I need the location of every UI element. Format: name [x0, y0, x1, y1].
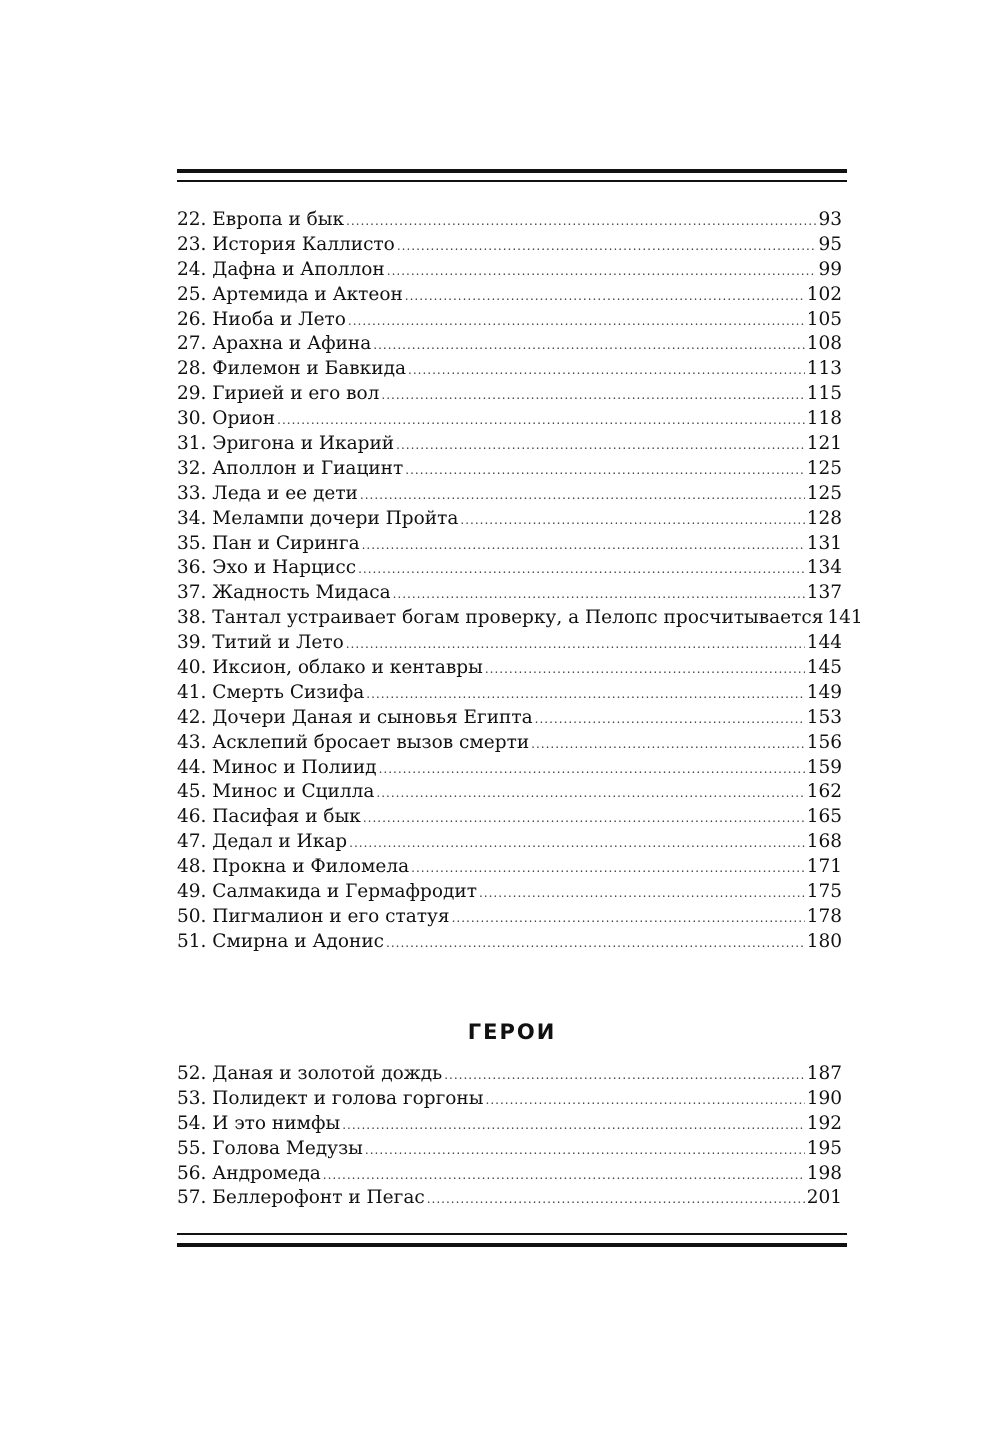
toc-entry-title: 22. Европа и бык	[177, 209, 345, 230]
toc-entry	[177, 1186, 842, 1211]
toc-page-number: 108	[806, 333, 842, 355]
toc-page-number: 137	[806, 582, 842, 604]
toc-page-number: 201	[806, 1187, 842, 1209]
toc-entry	[177, 432, 842, 457]
toc-section-1	[177, 208, 863, 955]
toc-entry	[177, 805, 842, 830]
toc-entry	[177, 606, 863, 631]
toc-entry-title: 44. Минос и Полиид	[177, 756, 377, 778]
toc-entry	[177, 1162, 842, 1187]
toc-leader-dots	[485, 657, 805, 682]
toc-page-number: 165	[806, 806, 842, 828]
top-rule-thin	[177, 180, 847, 182]
toc-leader-dots	[535, 707, 805, 732]
toc-entry-title: 29. Гирией и его вол	[177, 383, 380, 405]
toc-entry	[177, 208, 842, 233]
toc-entry	[177, 1112, 842, 1137]
toc-page-number: 171	[806, 856, 842, 878]
toc-leader-dots	[349, 831, 805, 856]
toc-page-number: 115	[806, 383, 842, 405]
toc-entry-title: 28. Филемон и Бавкида	[177, 358, 406, 380]
toc-entry	[177, 233, 842, 258]
toc-entry	[177, 556, 842, 581]
toc-leader-dots	[405, 458, 804, 483]
toc-entry-title: 52. Даная и золотой дождь	[177, 1063, 443, 1084]
toc-entry	[177, 631, 842, 656]
toc-page-number: 131	[806, 532, 842, 554]
toc-entry	[177, 1062, 842, 1087]
toc-entry	[177, 532, 842, 557]
toc-leader-dots	[397, 234, 817, 259]
toc-entry	[177, 681, 842, 706]
toc-leader-dots	[444, 1063, 804, 1088]
toc-leader-dots	[360, 483, 805, 508]
toc-leader-dots	[479, 881, 805, 906]
toc-page-number: 99	[818, 258, 842, 280]
toc-entry	[177, 731, 842, 756]
toc-leader-dots	[358, 557, 805, 582]
toc-page-number: 156	[806, 731, 842, 753]
toc-entry-title: 57. Беллерофонт и Пегас	[177, 1187, 425, 1209]
toc-leader-dots	[387, 259, 817, 284]
toc-leader-dots	[342, 1113, 805, 1138]
toc-page-number: 187	[806, 1063, 842, 1084]
toc-entry-title: 35. Пан и Сиринга	[177, 532, 360, 554]
toc-entry-title: 38. Тантал устраивает богам проверку, а Пелопс просчитывается	[177, 607, 824, 629]
toc-entry-title: 48. Прокна и Филомела	[177, 856, 410, 878]
toc-leader-dots	[363, 806, 805, 831]
toc-leader-dots	[427, 1187, 805, 1212]
toc-entry	[177, 507, 842, 532]
toc-page-number: 159	[806, 756, 842, 778]
toc-page-number: 162	[806, 781, 842, 803]
toc-leader-dots	[373, 333, 804, 358]
toc-page-number: 175	[806, 881, 842, 903]
top-rule-thick	[177, 169, 847, 173]
toc-leader-dots	[376, 781, 804, 806]
toc-page-number: 121	[806, 433, 842, 455]
toc-leader-dots	[348, 309, 805, 334]
toc-entry-title: 39. Титий и Лето	[177, 632, 344, 654]
toc-entry-title: 56. Андромеда	[177, 1162, 321, 1184]
toc-entry	[177, 656, 842, 681]
toc-entry-title: 34. Мелампи дочери Пройта	[177, 507, 459, 529]
toc-entry	[177, 407, 842, 432]
bottom-rule-thin	[177, 1233, 847, 1235]
toc-entry	[177, 1087, 842, 1112]
toc-entry-title: 41. Смерть Сизифа	[177, 681, 365, 703]
toc-entry-title: 49. Салмакида и Гермафродит	[177, 881, 477, 903]
toc-entry	[177, 357, 842, 382]
toc-entry	[177, 706, 842, 731]
toc-page-number: 95	[818, 233, 842, 255]
toc-entry-title: 50. Пигмалион и его статуя	[177, 905, 450, 927]
toc-entry	[177, 855, 842, 880]
toc-entry-title: 26. Ниоба и Лето	[177, 308, 346, 330]
toc-entry-title: 51. Смирна и Адонис	[177, 930, 385, 952]
toc-leader-dots	[323, 1163, 805, 1188]
toc-entry-title: 47. Дедал и Икар	[177, 831, 348, 853]
toc-entry-title: 37. Жадность Мидаса	[177, 582, 391, 604]
toc-entry	[177, 283, 842, 308]
toc-entry	[177, 457, 842, 482]
toc-leader-dots	[452, 906, 805, 931]
toc-page-number: 149	[806, 681, 842, 703]
toc-page-number: 113	[806, 358, 842, 380]
toc-entry-title: 40. Иксион, облако и кентавры	[177, 657, 483, 679]
toc-leader-dots	[396, 433, 805, 458]
toc-entry	[177, 482, 842, 507]
toc-page-number: 180	[806, 930, 842, 952]
toc-entry-title: 53. Полидект и голова горгоны	[177, 1087, 484, 1109]
toc-entry	[177, 780, 842, 805]
toc-entry-title: 25. Артемида и Актеон	[177, 283, 403, 305]
toc-leader-dots	[277, 408, 805, 433]
toc-entry	[177, 382, 842, 407]
toc-leader-dots	[393, 582, 805, 607]
section-heading: ГЕРОИ	[467, 1020, 557, 1044]
toc-leader-dots	[486, 1088, 805, 1113]
toc-page-number: 153	[806, 706, 842, 728]
toc-section-2	[177, 1062, 842, 1211]
toc-leader-dots	[381, 383, 804, 408]
toc-entry-title: 45. Минос и Сцилла	[177, 781, 375, 803]
toc-entry-title: 54. И это нимфы	[177, 1112, 341, 1134]
toc-entry	[177, 258, 842, 283]
toc-entry	[177, 332, 842, 357]
toc-leader-dots	[346, 632, 805, 657]
toc-entry-title: 33. Леда и ее дети	[177, 482, 358, 504]
toc-leader-dots	[346, 209, 816, 234]
toc-page-number: 125	[806, 482, 842, 504]
toc-entry	[177, 830, 842, 855]
bottom-rule-thick	[177, 1243, 847, 1247]
toc-entry-title: 43. Асклепий бросает вызов смерти	[177, 731, 530, 753]
toc-entry-title: 55. Голова Медузы	[177, 1137, 363, 1159]
toc-leader-dots	[460, 508, 804, 533]
toc-leader-dots	[366, 682, 804, 707]
toc-page-number: 190	[806, 1087, 842, 1109]
toc-leader-dots	[408, 358, 805, 383]
toc-leader-dots	[365, 1138, 805, 1163]
toc-entry	[177, 930, 842, 955]
toc-page-number: 125	[806, 457, 842, 479]
toc-entry	[177, 756, 842, 781]
toc-page-number: 141	[827, 607, 863, 629]
toc-leader-dots	[411, 856, 805, 881]
toc-page-number: 105	[806, 308, 842, 330]
toc-entry	[177, 581, 842, 606]
toc-page-number: 93	[818, 209, 842, 230]
toc-leader-dots	[386, 931, 805, 956]
toc-leader-dots	[531, 732, 805, 757]
toc-entry-title: 27. Арахна и Афина	[177, 333, 372, 355]
toc-page-number: 178	[806, 905, 842, 927]
toc-entry	[177, 905, 842, 930]
toc-entry-title: 31. Эригона и Икарий	[177, 433, 395, 455]
toc-leader-dots	[362, 533, 805, 558]
toc-page-number: 195	[806, 1137, 842, 1159]
toc-entry-title: 42. Дочери Даная и сыновья Египта	[177, 706, 533, 728]
toc-page-number: 118	[806, 408, 842, 430]
toc-leader-dots	[379, 757, 805, 782]
toc-page-number: 144	[806, 632, 842, 654]
toc-page-number: 128	[806, 507, 842, 529]
toc-page-number: 102	[806, 283, 842, 305]
toc-entry-title: 32. Аполлон и Гиацинт	[177, 457, 404, 479]
toc-leader-dots	[405, 284, 805, 309]
toc-entry-title: 30. Орион	[177, 408, 276, 430]
toc-page-number: 145	[806, 657, 842, 679]
toc-entry	[177, 880, 842, 905]
toc-page-number: 168	[806, 831, 842, 853]
toc-page-number: 198	[806, 1162, 842, 1184]
toc-entry-title: 46. Пасифая и бык	[177, 806, 361, 828]
toc-entry-title: 24. Дафна и Аполлон	[177, 258, 385, 280]
toc-entry-title: 36. Эхо и Нарцисс	[177, 557, 357, 579]
toc-entry-title: 23. История Каллисто	[177, 233, 395, 255]
toc-page-number: 134	[806, 557, 842, 579]
toc-page-number: 192	[806, 1112, 842, 1134]
toc-entry	[177, 1137, 842, 1162]
toc-entry	[177, 308, 842, 333]
